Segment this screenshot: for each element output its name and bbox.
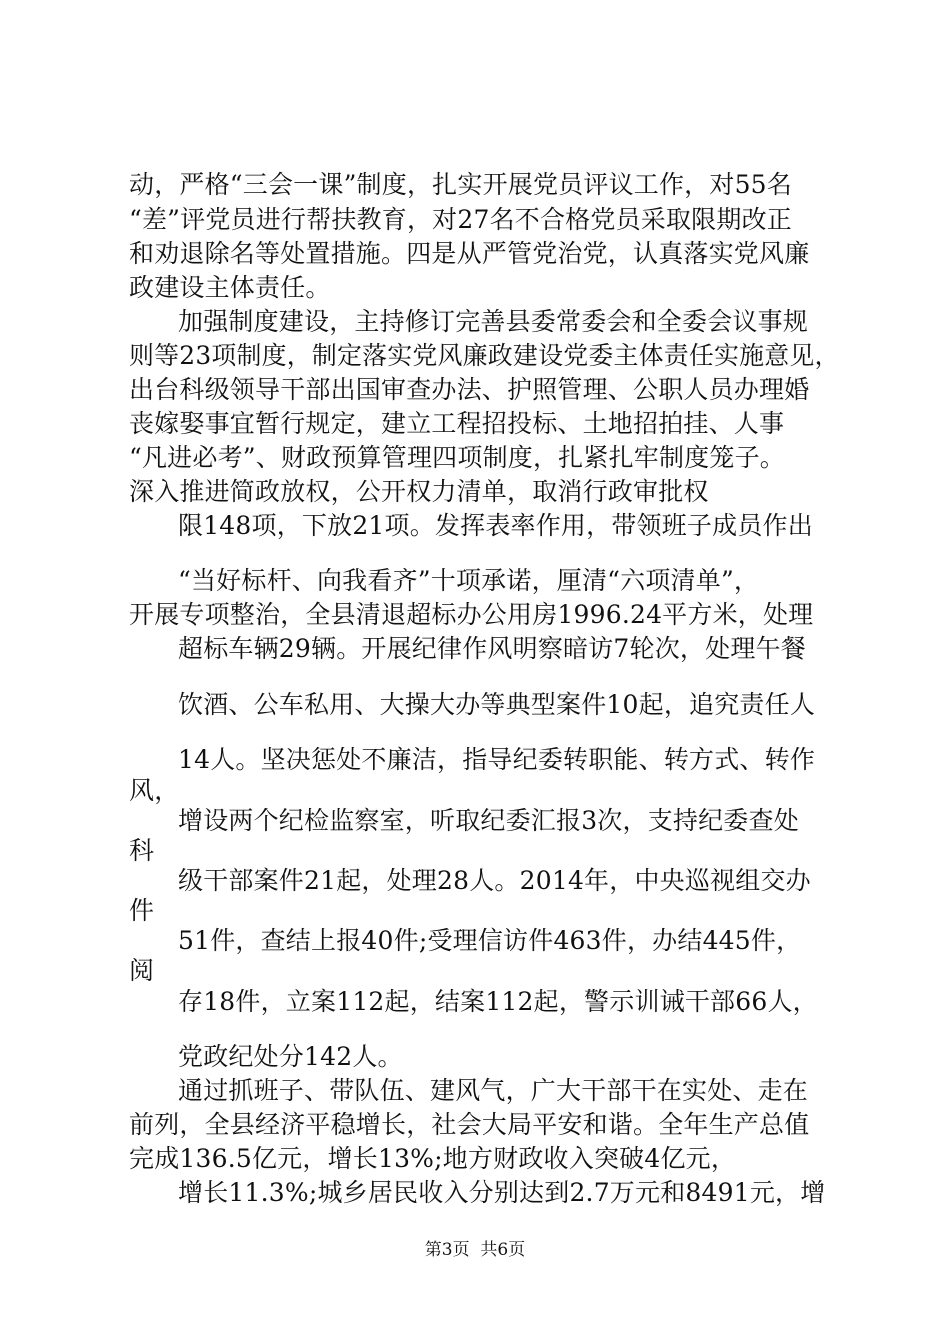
text-line: 党政纪处分142人。	[178, 1042, 403, 1071]
text-line: 超标车辆29辆。开展纪律作风明察暗访7轮次，处理午餐	[178, 634, 806, 663]
text-line: 通过抓班子、带队伍、建风气，广大干部干在实处、走在	[178, 1076, 809, 1105]
text-line: 完成136.5亿元，增长13%;地方财政收入突破4亿元，	[129, 1144, 737, 1173]
text-line: 加强制度建设，主持修订完善县委常委会和全委会议事规	[178, 307, 809, 336]
text-line: 件	[129, 896, 155, 925]
text-line: 丧嫁娶事宜暂行规定，建立工程招投标、土地招拍挂、人事	[129, 409, 785, 438]
page-indicator: 第3页 共6页	[424, 1240, 526, 1260]
text-line: 阅	[129, 956, 155, 985]
text-line: 开展专项整治，全县清退超标办公用房1996.24平方米，处理	[129, 600, 814, 629]
text-line: 科	[129, 836, 155, 865]
text-line: 增设两个纪检监察室，听取纪委汇报3次，支持纪委查处	[178, 806, 799, 835]
text-line: “凡进必考”、财政预算管理四项制度，扎紧扎牢制度笼子。	[129, 443, 785, 472]
text-line: 则等23项制度，制定落实党风廉政建设党委主体责任实施意见，	[129, 341, 840, 370]
text-line: 存18件，立案112起，结案112起，警示训诫干部66人，	[178, 987, 818, 1016]
text-line: 和劝退除名等处置措施。四是从严管党治党，认真落实党风廉	[129, 239, 810, 268]
text-line: “当好标杆、向我看齐”十项承诺，厘清“六项清单”，	[178, 566, 760, 595]
text-line: 14人。坚决惩处不廉洁，指导纪委转职能、转方式、转作	[178, 745, 816, 774]
text-line: 出台科级领导干部出国审查办法、护照管理、公职人员办理婚	[129, 375, 810, 404]
text-line: 饮酒、公车私用、大操大办等典型案件10起，追究责任人	[178, 690, 816, 719]
text-line: 深入推进简政放权，公开权力清单，取消行政审批权	[129, 477, 709, 506]
text-line: 51件，查结上报40件;受理信访件463件，办结445件，	[178, 926, 802, 955]
text-line: 增长11.3%;城乡居民收入分别达到2.7万元和8491元，增	[178, 1178, 826, 1207]
text-line: 限148项，下放21项。发挥表率作用，带领班子成员作出	[178, 511, 813, 540]
text-line: 风，	[129, 776, 180, 805]
text-line: 级干部案件21起，处理28人。2014年，中央巡视组交办	[178, 866, 811, 895]
text-line: “差”评党员进行帮扶教育，对27名不合格党员采取限期改正	[129, 205, 792, 234]
text-line: 动，严格“三会一课”制度，扎实开展党员评议工作，对55名	[129, 170, 792, 199]
text-line: 前列，全县经济平稳增长，社会大局平安和谐。全年生产总值	[129, 1110, 810, 1139]
text-line: 政建设主体责任。	[129, 273, 331, 302]
